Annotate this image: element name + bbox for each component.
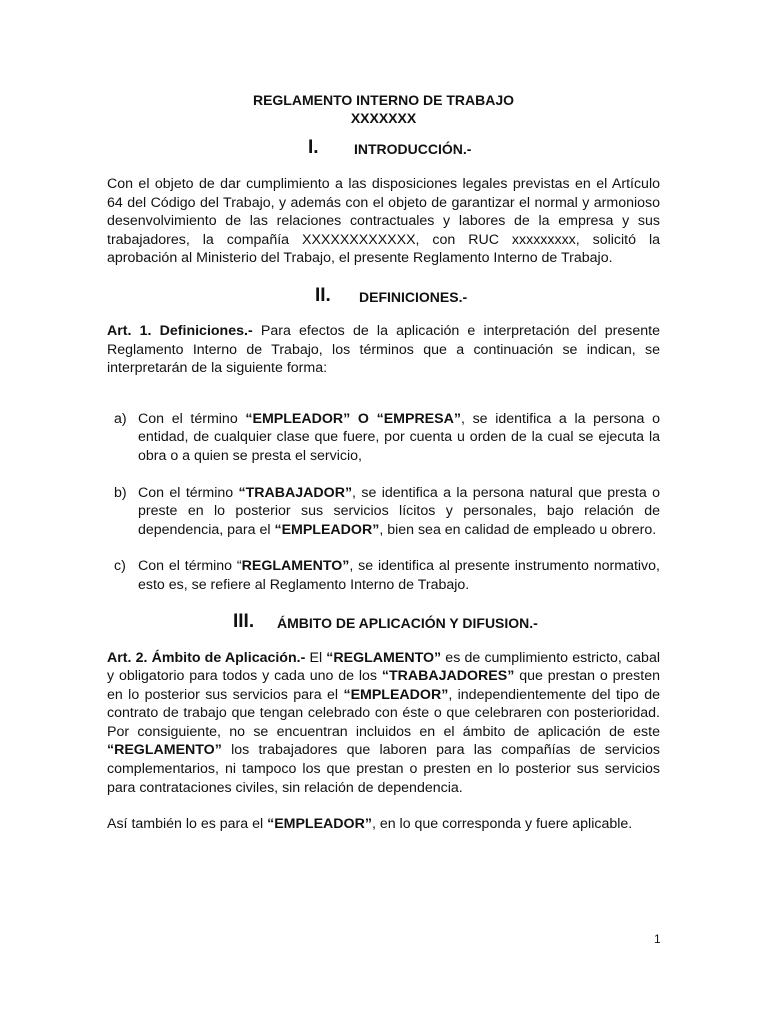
definitions-list <box>107 410 660 595</box>
document-title <box>107 92 660 127</box>
section-title: INTRODUCCIÓN.- <box>354 141 472 157</box>
defined-term: “EMPLEADOR” O “EMPRESA” <box>245 410 461 427</box>
title-line-2: XXXXXXX <box>350 109 417 126</box>
section-heading-definiciones <box>107 285 660 307</box>
article-1-text: Para efectos de la aplicación e interpretación del presente Reglamento Interno de Trabajo, los términos que a continuación se indican, se interpretarán de la siguiente forma: <box>107 322 660 377</box>
section-numeral: I. <box>308 137 319 158</box>
article-1-label: Art. 1. Definiciones.- <box>107 322 253 339</box>
defined-term: “EMPLEADOR” <box>274 521 380 538</box>
document-body <box>107 92 660 834</box>
section-numeral: III. <box>233 610 255 632</box>
section-numeral: II. <box>315 284 331 306</box>
list-marker: a) <box>114 410 127 427</box>
list-item: b) Con el término “TRABAJADOR”, se identifica a la persona natural que presta o preste en lo posterior sus servicios lícitos y personales, bajo relación de dependencia, para el “EMPLEADOR”, bien sea en calidad de empleado u obrero. <box>114 484 660 538</box>
title-line-1: REGLAMENTO INTERNO DE TRABAJO <box>252 92 515 108</box>
closing-paragraph: Así también lo es para el “EMPLEADOR”, en lo que corresponda y fuere aplicable. <box>107 816 633 833</box>
list-item: a) Con el término “EMPLEADOR” O “EMPRESA”, se identifica a la persona o entidad, de cualquier clase que fuere, por cuenta u orden de la cual se ejecuta la obra o a quien se presta el servicio, <box>114 410 660 464</box>
list-marker: b) <box>114 484 127 501</box>
section-title: DEFINICIONES.- <box>359 288 468 305</box>
defined-term: REGLAMENTO” <box>241 558 350 575</box>
defined-term: “TRABAJADOR” <box>238 484 353 501</box>
list-item: c) Con el término “REGLAMENTO”, se identifica al presente instrumento normativo, esto es, se refiere al Reglamento Interno de Trabajo. <box>114 558 660 593</box>
article-2-paragraph: Art. 2. Ámbito de Aplicación.- El “REGLAMENTO” es de cumplimiento estricto, cabal y obligatorio para todos y cada uno de los “TRABAJADORES” que prestan o presten en lo posterior sus servicios para el “EMPLEADOR”, independientemente del tipo de contrato de trabajo que tengan celebrado con éste o que celebraren con posterioridad. Por consiguiente, no se encuentran incluidos en el ámbito de aplicación de este “REGLAMENTO” los trabajadores que laboren para las compañías de servicios complementarios, ni tampoco los que prestan o presten en lo posterior sus servicios para contrataciones civiles, sin relación de dependencia. <box>107 649 660 796</box>
section-heading-introduccion <box>107 137 660 159</box>
list-marker: c) <box>114 558 126 575</box>
intro-paragraph: Con el objeto de dar cumplimiento a las disposiciones legales previstas en el Artículo 64 del Código del Trabajo, y además con el objeto de garantizar el normal y armonioso desenvolvimiento de las relaciones contractuales y labores de la empresa y sus trabajadores, la compañía XXXXXXXXXXXX, con RUC xxxxxxxxx, solicitó la aprobación al Ministerio del Trabajo, el presente Reglamento Interno de Trabajo. <box>107 176 660 267</box>
page-number: 1 <box>654 932 661 946</box>
article-1-paragraph <box>107 322 660 378</box>
section-title: ÁMBITO DE APLICACIÓN Y DIFUSION.- <box>277 614 538 631</box>
article-2-label: Art. 2. Ámbito de Aplicación.- <box>107 649 306 666</box>
section-heading-ambito <box>107 611 660 633</box>
